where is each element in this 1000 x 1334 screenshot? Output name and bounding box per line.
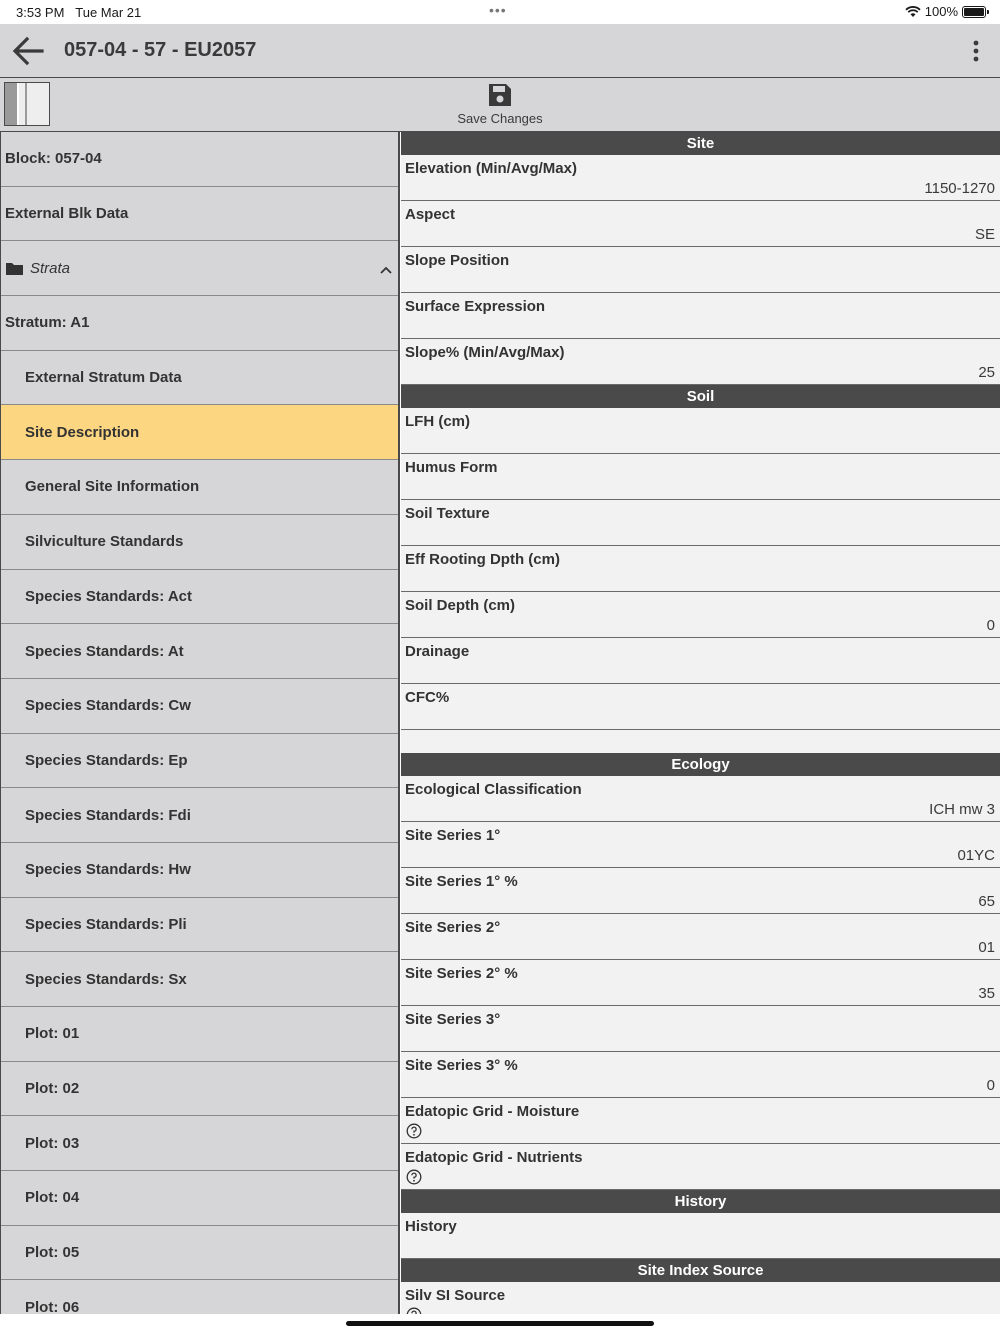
field-label: Edatopic Grid - Moisture (405, 1103, 580, 1120)
folder-icon (5, 261, 24, 276)
section-header-soil: Soil (401, 385, 1000, 408)
field-edatopic-nutrients[interactable] (401, 1144, 1000, 1190)
field-history[interactable] (401, 1213, 1000, 1259)
multitasking-dots[interactable]: ••• (489, 2, 507, 18)
field-label: Soil Texture (405, 505, 490, 522)
sidebar-item-label: Plot: 05 (25, 1244, 80, 1262)
field-label: Site Series 3° % (405, 1057, 518, 1074)
sidebar-item-label: External Stratum Data (25, 369, 182, 387)
field-cfc-percent[interactable] (401, 684, 1000, 730)
sidebar-item-species-standards-cw[interactable] (1, 679, 398, 734)
field-value: 0 (986, 617, 995, 634)
more-options-button[interactable] (966, 34, 986, 68)
navigation-bar (0, 24, 1000, 78)
sidebar-item-label: Silviculture Standards (25, 533, 184, 551)
field-surface-expression[interactable] (401, 293, 1000, 339)
sidebar-item-plot-02[interactable] (1, 1062, 398, 1117)
field-site-series-3[interactable] (401, 1006, 1000, 1052)
sidebar-item-label: Plot: 01 (25, 1025, 80, 1043)
sidebar-item-species-standards-hw[interactable] (1, 843, 398, 898)
sidebar-item-strata[interactable] (1, 241, 398, 296)
field-label: Site Series 2° % (405, 965, 518, 982)
sidebar-item-label: Plot: 03 (25, 1134, 80, 1152)
sidebar-item-label: Species Standards: Ep (25, 751, 188, 769)
field-humus-form[interactable] (401, 454, 1000, 500)
field-label: Slope Position (405, 252, 510, 269)
section-header-history: History (401, 1190, 1000, 1213)
section-spacer (401, 730, 1000, 753)
battery-icon (962, 6, 986, 18)
split-view-divider (25, 83, 27, 125)
home-indicator[interactable] (346, 1321, 654, 1326)
sidebar-item-label: Species Standards: Act (25, 587, 192, 605)
sidebar-item-label: Species Standards: Hw (25, 861, 191, 879)
sidebar-item-stratum-a1[interactable] (1, 296, 398, 351)
field-site-series-3-percent[interactable] (401, 1052, 1000, 1098)
chevron-up-icon[interactable] (380, 261, 392, 278)
field-label: Site Series 1° (405, 827, 501, 844)
section-header-site-index-source: Site Index Source (401, 1259, 1000, 1282)
field-value: 25 (978, 364, 995, 381)
field-label: Slope% (Min/Avg/Max) (405, 344, 565, 361)
field-label: Soil Depth (cm) (405, 597, 516, 614)
field-label: Site Series 1° % (405, 873, 518, 890)
home-indicator-area (0, 1314, 1000, 1334)
sidebar-item-label: Species Standards: Pli (25, 915, 187, 933)
sidebar-item-silviculture-standards[interactable] (1, 515, 398, 570)
wifi-icon (905, 6, 921, 18)
sidebar-item-label: Site Description (25, 423, 140, 441)
field-label: Ecological Classification (405, 781, 582, 798)
help-icon[interactable] (406, 1169, 422, 1185)
sidebar-item-label: Species Standards: At (25, 642, 184, 660)
sidebar-item-label: Species Standards: Sx (25, 970, 187, 988)
field-value: ICH mw 3 (929, 801, 995, 818)
sidebar-item-plot-06[interactable] (1, 1280, 398, 1314)
site-description-form (401, 132, 1000, 1314)
field-site-series-2-percent[interactable] (401, 960, 1000, 1006)
sidebar-item-species-standards-fdi[interactable] (1, 788, 398, 843)
field-label: Edatopic Grid - Nutrients (405, 1149, 583, 1166)
status-time: 3:53 PM Tue Mar 21 (16, 5, 142, 20)
sidebar-item-label: Plot: 02 (25, 1080, 80, 1098)
field-value: SE (974, 226, 995, 243)
sidebar-item-plot-05[interactable] (1, 1226, 398, 1281)
field-label: Eff Rooting Dpth (cm) (405, 551, 560, 568)
field-label: Aspect (405, 206, 456, 223)
sidebar-item-plot-04[interactable] (1, 1171, 398, 1226)
field-value: 65 (978, 893, 995, 910)
field-site-series-1-percent[interactable] (401, 868, 1000, 914)
toolbar (0, 78, 1000, 132)
field-drainage[interactable] (401, 638, 1000, 684)
sidebar-item-species-standards-ep[interactable] (1, 734, 398, 789)
sidebar-item-external-blk-data[interactable] (1, 187, 398, 242)
field-ecological-classification[interactable] (401, 776, 1000, 822)
help-icon[interactable] (406, 1307, 422, 1314)
field-label: Elevation (Min/Avg/Max) (405, 160, 577, 177)
sidebar-item-label: Strata (30, 259, 71, 277)
field-label: CFC% (405, 689, 450, 706)
battery-percent: 100% (924, 4, 958, 19)
field-site-series-2[interactable] (401, 914, 1000, 960)
back-button[interactable] (8, 32, 48, 70)
field-elevation[interactable] (401, 155, 1000, 201)
field-label: Drainage (405, 643, 470, 660)
field-site-series-1[interactable] (401, 822, 1000, 868)
save-changes-button[interactable] (450, 82, 550, 130)
field-soil-texture[interactable] (401, 500, 1000, 546)
field-soil-depth[interactable] (401, 592, 1000, 638)
section-header-ecology: Ecology (401, 753, 1000, 776)
sidebar-item-label: Block: 057-04 (5, 150, 102, 168)
sidebar-item-species-standards-act[interactable] (1, 570, 398, 625)
field-value: 35 (978, 985, 995, 1002)
field-slope-percent[interactable] (401, 339, 1000, 385)
arrow-left-icon (11, 36, 45, 66)
sidebar-item-species-standards-pli[interactable] (1, 898, 398, 953)
help-icon[interactable] (406, 1123, 422, 1139)
field-lfh[interactable] (401, 408, 1000, 454)
field-eff-rooting-depth[interactable] (401, 546, 1000, 592)
field-value: 1150-1270 (924, 180, 995, 197)
floppy-disk-icon (487, 82, 513, 108)
sidebar-item-species-standards-sx[interactable] (1, 952, 398, 1007)
sidebar-item-plot-01[interactable] (1, 1007, 398, 1062)
sidebar-item-species-standards-at[interactable] (1, 624, 398, 679)
sidebar-item-label: Species Standards: Cw (25, 697, 191, 715)
sidebar-item-label: External Blk Data (5, 205, 129, 223)
sidebar-item-site-description[interactable] (1, 405, 398, 460)
page-title: 057-04 - 57 - EU2057 (64, 39, 257, 61)
sidebar-item-block[interactable] (1, 132, 398, 187)
field-label: Humus Form (405, 459, 498, 476)
more-vertical-icon (973, 40, 979, 62)
split-view-toggle[interactable] (4, 82, 50, 126)
field-value: 01 (978, 939, 995, 956)
split-view-icon (5, 83, 19, 125)
sidebar-item-plot-03[interactable] (1, 1116, 398, 1171)
field-label: History (405, 1218, 457, 1235)
save-changes-label: Save Changes (457, 111, 543, 126)
field-slope-position[interactable] (401, 247, 1000, 293)
field-value: 0 (986, 1077, 995, 1094)
status-indicators (905, 4, 986, 19)
sidebar-item-external-stratum-data[interactable] (1, 351, 398, 406)
sidebar-item-label: Stratum: A1 (5, 314, 90, 332)
section-header-site: Site (401, 132, 1000, 155)
sidebar-item-label: Plot: 04 (25, 1189, 80, 1207)
field-edatopic-moisture[interactable] (401, 1098, 1000, 1144)
sidebar-item-label: Species Standards: Fdi (25, 806, 191, 824)
field-label: Site Series 2° (405, 919, 501, 936)
status-bar (0, 0, 1000, 24)
field-label: Site Series 3° (405, 1011, 501, 1028)
field-silv-si-source[interactable] (401, 1282, 1000, 1314)
field-label: Surface Expression (405, 298, 546, 315)
field-aspect[interactable] (401, 201, 1000, 247)
sidebar (0, 132, 400, 1314)
sidebar-item-general-site-information[interactable] (1, 460, 398, 515)
field-label: LFH (cm) (405, 413, 470, 430)
field-label: Silv SI Source (405, 1287, 506, 1304)
sidebar-item-label: General Site Information (25, 478, 200, 496)
field-value: 01YC (957, 847, 995, 864)
sidebar-item-label: Plot: 06 (25, 1298, 80, 1314)
